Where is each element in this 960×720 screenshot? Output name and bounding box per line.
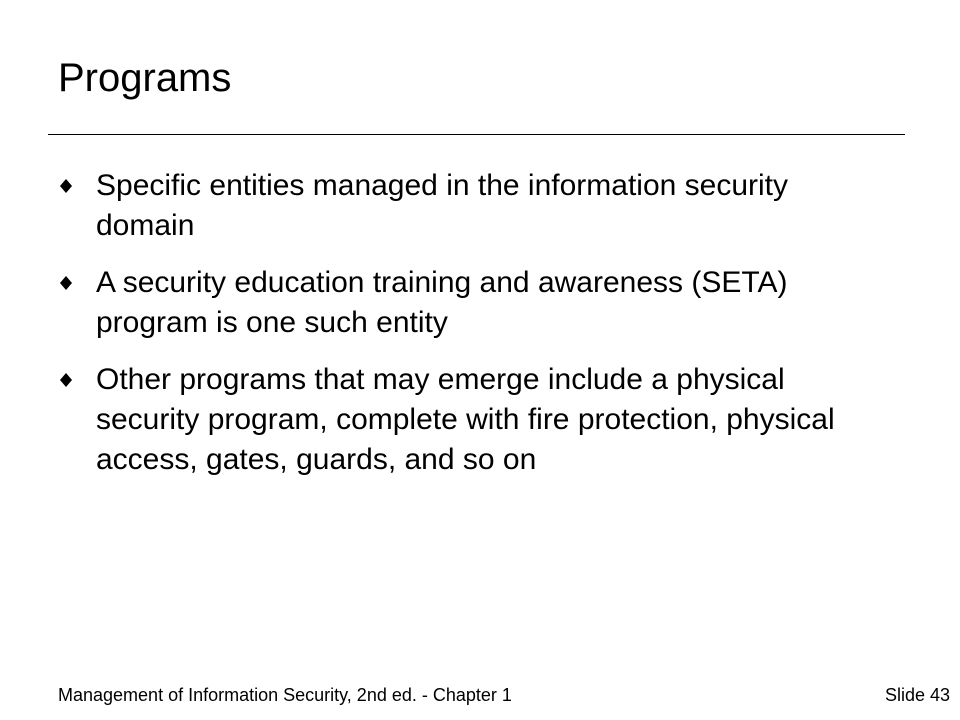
slide-title: Programs	[58, 56, 232, 100]
slide-number: Slide 43	[884, 685, 950, 705]
bullet-text: A security education training and awareness (SETA) program is one such entity	[96, 266, 788, 339]
diamond-bullet-icon	[60, 373, 72, 387]
bullet-text: Specific entities managed in the information security domain	[96, 169, 789, 242]
footer-source: Management of Information Security, 2nd ed. - Chapter 1	[58, 685, 512, 705]
diamond-bullet-icon	[60, 276, 72, 290]
bullet-item	[58, 166, 888, 246]
bullet-list	[58, 166, 888, 497]
bullet-item	[58, 263, 888, 343]
diamond-bullet-icon	[60, 179, 72, 193]
title-divider	[48, 134, 905, 135]
bullet-text: Other programs that may emerge include a physical security program, complete with fire protection, physical access, gates, guards, and so on	[96, 363, 835, 476]
bullet-item	[58, 360, 888, 480]
